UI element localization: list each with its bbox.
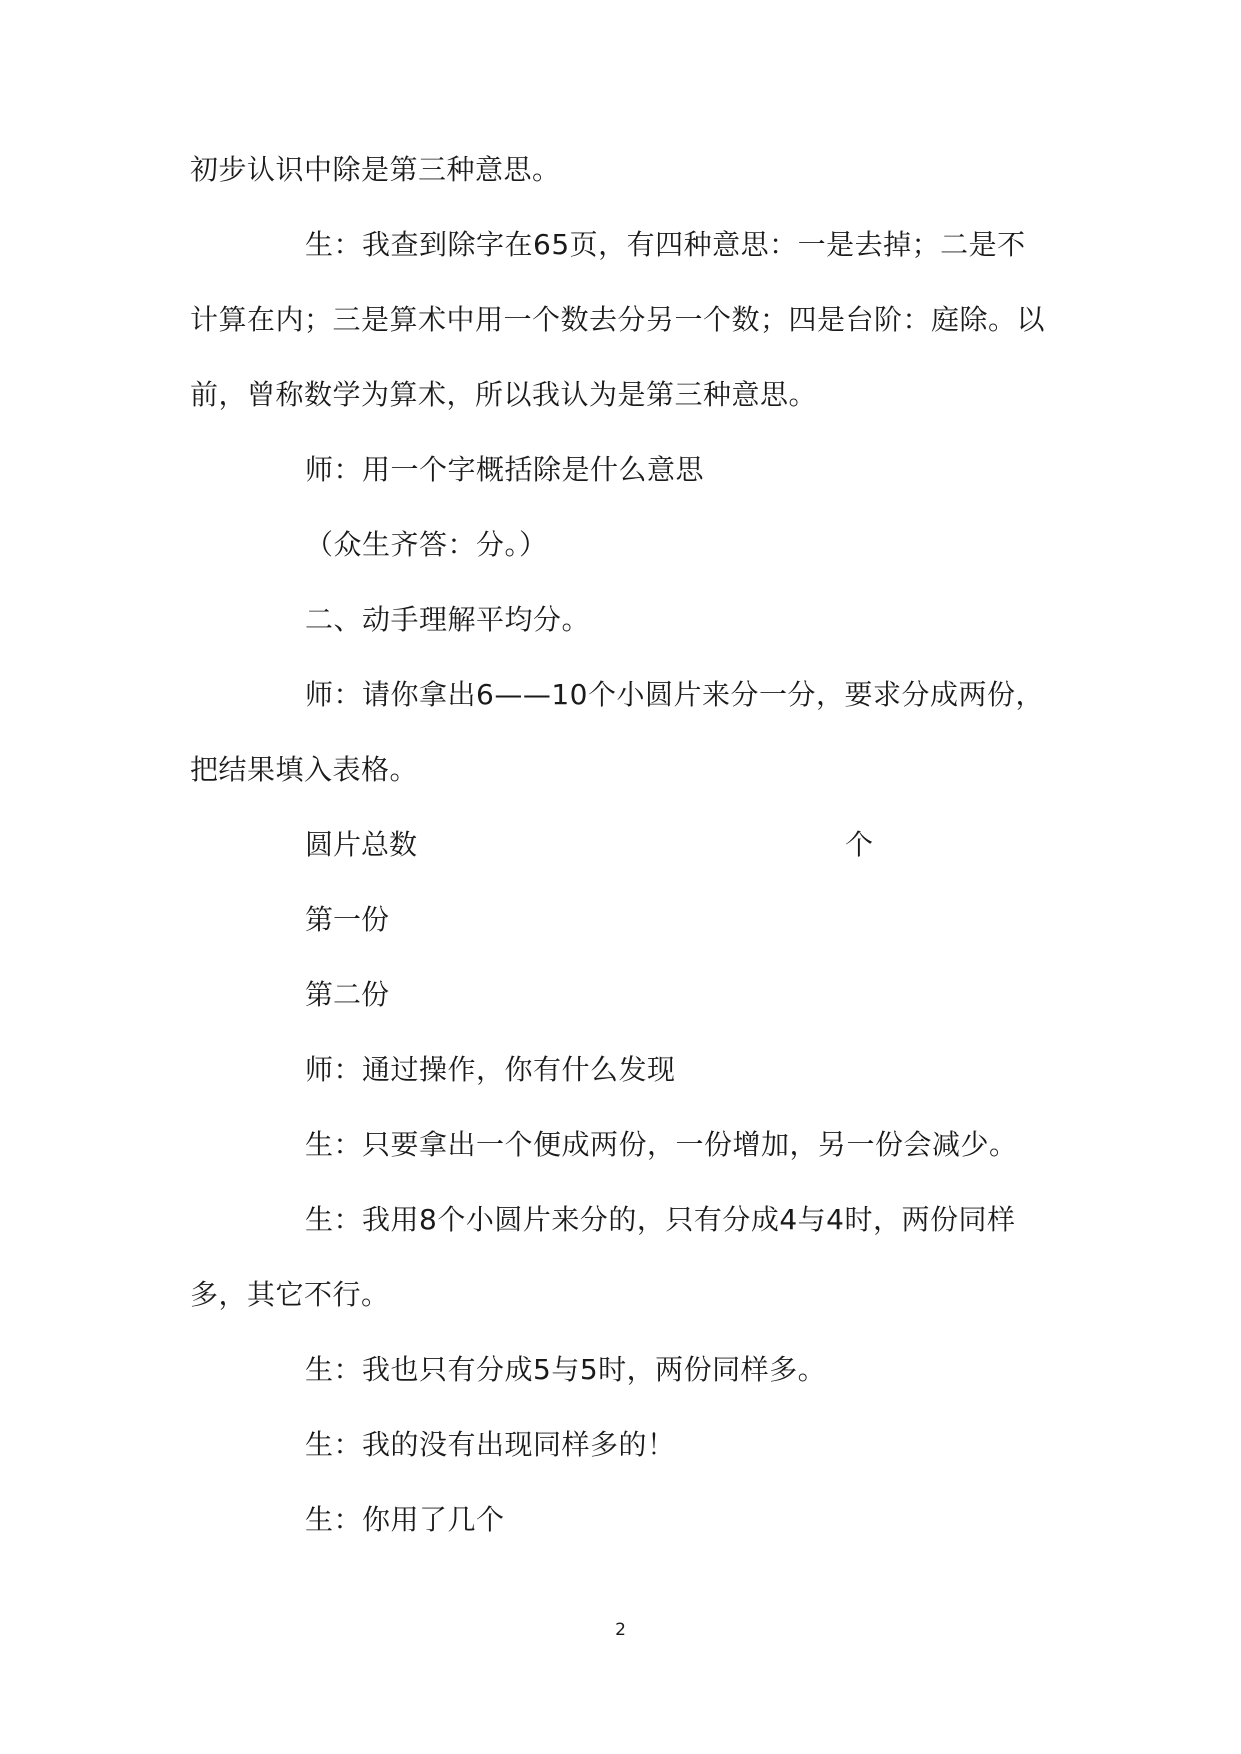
paragraph-line: 前，曾称数学为算术，所以我认为是第三种意思。 bbox=[190, 378, 818, 411]
paragraph-line: 初步认识中除是第三种意思。 bbox=[190, 153, 561, 186]
dialogue-line: 生：我用8个小圆片来分的，只有分成4与4时，两份同样 bbox=[305, 1203, 1016, 1236]
table-row-label: 圆片总数 bbox=[305, 828, 418, 861]
table-row bbox=[305, 977, 1005, 1013]
dialogue-line: 生：你用了几个 bbox=[305, 1503, 505, 1536]
dialogue-line: 生：只要拿出一个便成两份，一份增加，另一份会减少。 bbox=[305, 1128, 1018, 1161]
table-row-label: 第二份 bbox=[305, 978, 390, 1011]
paragraph-line: 师：用一个字概括除是什么意思 bbox=[305, 453, 705, 486]
dialogue-line: 生：我也只有分成5与5时，两份同样多。 bbox=[305, 1353, 827, 1386]
dialogue-line: 师：通过操作，你有什么发现 bbox=[305, 1053, 676, 1086]
paragraph-line: 计算在内；三是算术中用一个数去分另一个数；四是台阶：庭除。以 bbox=[190, 303, 1046, 336]
dialogue-line: 生：我的没有出现同样多的！ bbox=[305, 1428, 676, 1461]
table-row-label: 第一份 bbox=[305, 903, 390, 936]
page-number: 2 bbox=[615, 1620, 626, 1640]
paragraph-line: 把结果填入表格。 bbox=[190, 753, 419, 786]
paragraph-line: 师：请你拿出6——10个小圆片来分一分，要求分成两份， bbox=[305, 678, 1044, 711]
section-heading: 二、动手理解平均分。 bbox=[305, 603, 591, 636]
dialogue-line: 多，其它不行。 bbox=[190, 1278, 390, 1311]
paragraph-line: （众生齐答：分。） bbox=[305, 528, 548, 561]
paragraph-line: 生：我查到除字在65页，有四种意思：一是去掉；二是不 bbox=[305, 228, 1026, 261]
table-row bbox=[305, 902, 1005, 938]
table-row-unit: 个 bbox=[845, 828, 874, 861]
table-row bbox=[305, 827, 1005, 863]
